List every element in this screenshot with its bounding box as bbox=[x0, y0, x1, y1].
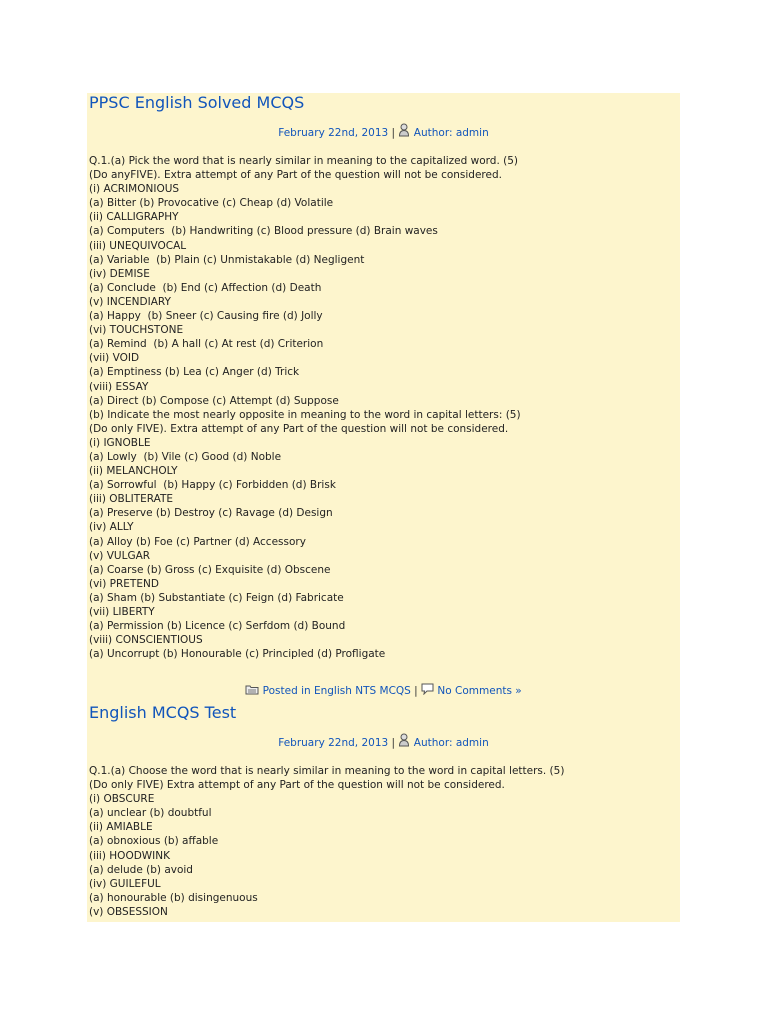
body-line: (a) Bitter (b) Provocative (c) Cheap (d) Volatile bbox=[89, 197, 334, 210]
body-line: (a) Computers (b) Handwriting (c) Blood pressure (d) Brain waves bbox=[89, 225, 438, 238]
body-line: (v) INCENDIARY bbox=[89, 295, 171, 308]
post-meta bbox=[87, 123, 680, 141]
body-line: (a) Direct (b) Compose (c) Attempt (d) Suppose bbox=[89, 394, 339, 407]
body-line: (iii) UNEQUIVOCAL bbox=[89, 239, 187, 252]
post-date[interactable]: February 22nd, 2013 bbox=[278, 127, 389, 139]
body-line: (a) Coarse (b) Gross (c) Exquisite (d) Obscene bbox=[89, 563, 331, 576]
post-author[interactable]: Author: admin bbox=[413, 127, 489, 139]
body-line: (ii) MELANCHOLY bbox=[89, 465, 178, 478]
body-line: (a) honourable (b) disingenuous bbox=[89, 891, 258, 904]
footer-separator: | bbox=[414, 685, 418, 697]
body-line: (i) IGNOBLE bbox=[89, 436, 151, 449]
body-line: (Do only FIVE). Extra attempt of any Part of the question will not be considered. bbox=[89, 422, 509, 435]
body-line: (b) Indicate the most nearly opposite in meaning to the word in capital letters: (5) bbox=[89, 408, 521, 421]
body-line: Q.1.(a) Pick the word that is nearly similar in meaning to the capitalized word. (5) bbox=[89, 155, 518, 167]
body-line: (a) Uncorrupt (b) Honourable (c) Principled (d) Profligate bbox=[89, 648, 386, 661]
post-footer bbox=[87, 683, 680, 699]
body-line: (iii) HOODWINK bbox=[89, 849, 171, 862]
post-comments-link[interactable]: No Comments » bbox=[437, 685, 522, 697]
person-icon bbox=[398, 123, 410, 141]
body-line: (viii) CONSCIENTIOUS bbox=[89, 634, 203, 647]
body-line: (i) ACRIMONIOUS bbox=[89, 183, 180, 196]
body-line: (ii) AMIABLE bbox=[89, 821, 153, 834]
body-line: (a) Variable (b) Plain (c) Unmistakable (d) Negligent bbox=[89, 253, 365, 266]
body-line: (Do only FIVE) Extra attempt of any Part of the question will not be considered. bbox=[89, 779, 505, 792]
body-line: (viii) ESSAY bbox=[89, 380, 149, 393]
post-date[interactable]: February 22nd, 2013 bbox=[278, 737, 389, 749]
body-line: (ii) CALLIGRAPHY bbox=[89, 211, 179, 224]
person-icon bbox=[398, 733, 410, 751]
post-body bbox=[89, 154, 677, 661]
body-line: (v) VULGAR bbox=[89, 549, 151, 562]
body-line: (v) OBSESSION bbox=[89, 905, 168, 918]
body-line: (a) Sham (b) Substantiate (c) Feign (d) Fabricate bbox=[89, 591, 344, 604]
post-title-link[interactable]: English MCQS Test bbox=[89, 703, 237, 722]
meta-separator: | bbox=[391, 737, 396, 749]
post-category-link[interactable]: Posted in English NTS MCQS bbox=[262, 685, 411, 697]
post-title bbox=[89, 93, 304, 113]
body-line: (vi) TOUCHSTONE bbox=[89, 324, 184, 337]
body-line: (vii) VOID bbox=[89, 352, 140, 365]
body-line: (a) Conclude (b) End (c) Affection (d) Death bbox=[89, 281, 322, 294]
body-line: (a) Alloy (b) Foe (c) Partner (d) Accessory bbox=[89, 535, 306, 548]
post-author[interactable]: Author: admin bbox=[413, 737, 489, 749]
body-line: (iv) GUILEFUL bbox=[89, 877, 161, 890]
body-line: (a) obnoxious (b) affable bbox=[89, 835, 219, 848]
body-line: (a) delude (b) avoid bbox=[89, 863, 193, 876]
post-body bbox=[89, 764, 677, 919]
meta-separator: | bbox=[391, 127, 396, 139]
body-line: Q.1.(a) Choose the word that is nearly similar in meaning to the word in capital letters. (5) bbox=[89, 765, 565, 777]
body-line: (vii) LIBERTY bbox=[89, 606, 155, 618]
folder-icon bbox=[245, 684, 259, 699]
body-line: (i) OBSCURE bbox=[89, 793, 155, 806]
body-line: (vi) PRETEND bbox=[89, 577, 159, 590]
body-line: (a) Preserve (b) Destroy (c) Ravage (d) Design bbox=[89, 507, 333, 520]
body-line: (iv) DEMISE bbox=[89, 267, 150, 280]
speech-bubble-icon bbox=[421, 683, 434, 699]
post-title bbox=[89, 703, 236, 723]
body-line: (a) Sorrowful (b) Happy (c) Forbidden (d) Brisk bbox=[89, 479, 336, 492]
body-line: (iii) OBLITERATE bbox=[89, 493, 174, 506]
body-line: (a) Permission (b) Licence (c) Serfdom (d) Bound bbox=[89, 620, 346, 633]
content-panel bbox=[87, 93, 680, 922]
body-line: (a) Emptiness (b) Lea (c) Anger (d) Trick bbox=[89, 366, 300, 379]
body-line: (a) unclear (b) doubtful bbox=[89, 807, 212, 820]
post-title-link[interactable]: PPSC English Solved MCQS bbox=[89, 93, 305, 112]
body-line: (a) Remind (b) A hall (c) At rest (d) Criterion bbox=[89, 338, 324, 351]
body-line: (Do anyFIVE). Extra attempt of any Part of the question will not be considered. bbox=[89, 169, 502, 182]
body-line: (a) Lowly (b) Vile (c) Good (d) Noble bbox=[89, 450, 282, 463]
body-line: (iv) ALLY bbox=[89, 521, 134, 534]
post-meta bbox=[87, 733, 680, 751]
body-line: (a) Happy (b) Sneer (c) Causing fire (d) Jolly bbox=[89, 310, 323, 323]
